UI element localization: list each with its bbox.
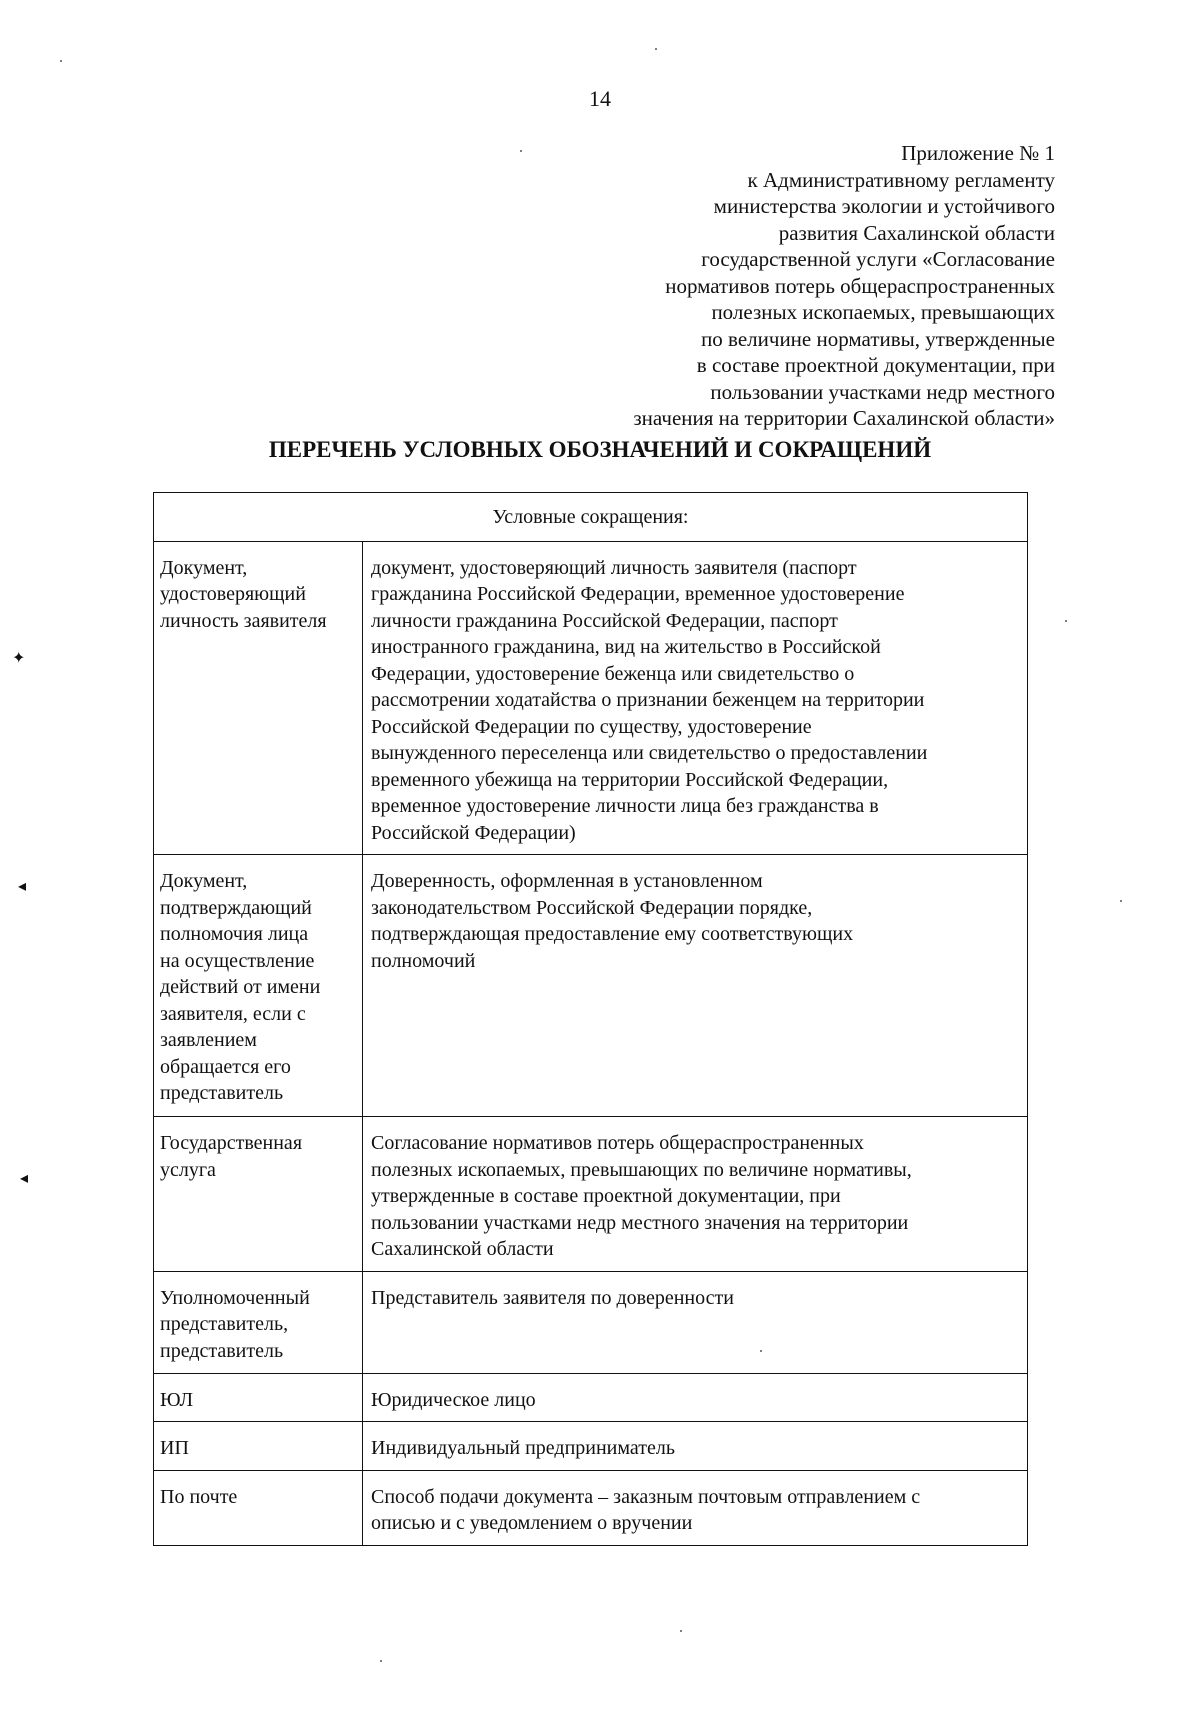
term-cell: [154, 1117, 363, 1272]
appendix-line: развития Сахалинской области: [778, 220, 1055, 245]
scan-dot: [60, 60, 62, 62]
definition-line: Российской Федерации по существу, удостоверение: [371, 715, 812, 738]
table-row: [154, 1422, 1028, 1471]
definition-line: полезных ископаемых, превышающих по величине нормативы,: [371, 1158, 912, 1181]
definition-line: временное удостоверение личности лица без гражданства в: [371, 795, 879, 817]
definition-cell: [363, 1470, 1028, 1545]
scan-mark: ◂: [18, 878, 27, 895]
term-line: представитель: [160, 1339, 284, 1362]
table-row: [154, 1470, 1028, 1545]
appendix-line: нормативов потерь общераспространенных: [665, 273, 1055, 298]
definition-cell: [363, 1117, 1028, 1272]
definition-line: Федерации, удостоверение беженца или свидетельство о: [371, 662, 855, 685]
scan-dot: [1120, 900, 1122, 902]
table-row: [154, 1373, 1028, 1422]
term-line: действий от имени: [160, 976, 321, 998]
term-line: Уполномоченный: [160, 1286, 310, 1309]
definition-cell: [363, 1271, 1028, 1373]
term-line: заявителя, если с: [160, 1002, 306, 1025]
definition-line: Российской Федерации): [371, 821, 576, 844]
definition-cell: [363, 1422, 1028, 1471]
appendix-line: в составе проектной документации, при: [696, 353, 1055, 377]
definition-line: пользовании участками недр местного значения на территории: [371, 1211, 909, 1234]
term-line: Документ,: [160, 870, 248, 892]
term-line: обращается его: [160, 1055, 291, 1078]
definition-line: временного убежища на территории Российской Федерации,: [371, 768, 889, 791]
term-line: Документ,: [160, 556, 248, 579]
term-cell: [154, 855, 363, 1117]
appendix-line: полезных ископаемых, превышающих: [711, 300, 1055, 324]
term-line: полномочия лица: [160, 923, 309, 945]
appendix-line: Приложение № 1: [901, 141, 1055, 165]
definition-line: рассмотрении ходатайства о признании беженцем на территории: [371, 689, 925, 711]
definition-line: описью и с уведомлением о вручении: [371, 1512, 693, 1534]
definition-line: Сахалинской области: [371, 1238, 554, 1260]
term-line: представитель,: [160, 1313, 289, 1335]
definition-line: полномочий: [371, 949, 476, 972]
definition-line: иностранного гражданина, вид на жительство в Российской: [371, 636, 881, 658]
term-line: личность заявителя: [160, 609, 327, 632]
appendix-line: к Административному регламенту: [747, 167, 1055, 192]
scan-dot: [1065, 620, 1067, 622]
term-cell: [154, 1470, 363, 1545]
appendix-line: министерства экологии и устойчивого: [713, 194, 1055, 218]
term-line: ИП: [160, 1437, 189, 1459]
definition-line: Согласование нормативов потерь общераспространенных: [371, 1132, 864, 1154]
table-header: Условные сокращения:: [154, 493, 1028, 542]
term-line: подтверждающий: [160, 896, 312, 919]
table-row: [154, 541, 1028, 855]
scan-dot: [520, 150, 522, 152]
page-number: 14: [589, 86, 611, 111]
appendix-line: по величине нормативы, утвержденные: [701, 326, 1055, 351]
table-row: [154, 855, 1028, 1117]
table-header-row: [154, 493, 1028, 542]
definition-line: подтверждающая предоставление ему соответствующих: [371, 923, 854, 945]
scan-mark: ✦: [12, 650, 26, 667]
term-cell: [154, 1422, 363, 1471]
definition-line: гражданина Российской Федерации, временное удостоверение: [371, 583, 905, 605]
definition-line: утвержденные в составе проектной документации, при: [371, 1185, 841, 1207]
term-cell: [154, 541, 363, 855]
scan-dot: [380, 1660, 382, 1662]
scan-dot: [680, 1630, 682, 1632]
table-body: [154, 541, 1028, 1545]
definition-cell: [363, 1373, 1028, 1422]
appendix-line: государственной услуги «Согласование: [701, 247, 1055, 271]
definition-line: Юридическое лицо: [371, 1388, 536, 1411]
term-cell: [154, 1373, 363, 1422]
definition-line: личности гражданина Российской Федерации, паспорт: [371, 609, 838, 632]
appendix-line: значения на территории Сахалинской области»: [633, 406, 1055, 430]
term-line: заявлением: [160, 1029, 257, 1051]
appendix-note: [633, 140, 1055, 432]
definition-line: Способ подачи документа – заказным почтовым отправлением с: [371, 1485, 921, 1508]
definition-line: вынужденного переселенца или свидетельство о предоставлении: [371, 742, 928, 764]
scan-dot: [760, 1350, 762, 1352]
definition-line: документ, удостоверяющий личность заявителя (паспорт: [371, 556, 857, 579]
appendix-line: пользовании участками недр местного: [710, 379, 1055, 404]
definition-cell: [363, 855, 1028, 1117]
term-line: По почте: [160, 1485, 238, 1508]
definition-line: Индивидуальный предприниматель: [371, 1437, 675, 1459]
term-line: Государственная: [160, 1132, 303, 1154]
definition-line: законодательством Российской Федерации порядке,: [371, 896, 813, 919]
term-line: ЮЛ: [160, 1388, 194, 1411]
table-row: [154, 1117, 1028, 1272]
term-line: удостоверяющий: [160, 583, 306, 605]
definition-line: Представитель заявителя по доверенности: [371, 1286, 734, 1309]
table-row: [154, 1271, 1028, 1373]
term-line: на осуществление: [160, 949, 315, 972]
scan-mark: ◂: [20, 1170, 29, 1187]
document-title: ПЕРЕЧЕНЬ УСЛОВНЫХ ОБОЗНАЧЕНИЙ И СОКРАЩЕНИЙ: [268, 437, 932, 462]
term-line: представитель: [160, 1082, 284, 1104]
term-cell: [154, 1271, 363, 1373]
abbreviations-table: [153, 492, 1028, 1546]
definition-line: Доверенность, оформленная в установленном: [371, 870, 763, 892]
term-line: услуга: [160, 1158, 216, 1181]
definition-cell: [363, 541, 1028, 855]
scan-dot: [655, 48, 657, 50]
